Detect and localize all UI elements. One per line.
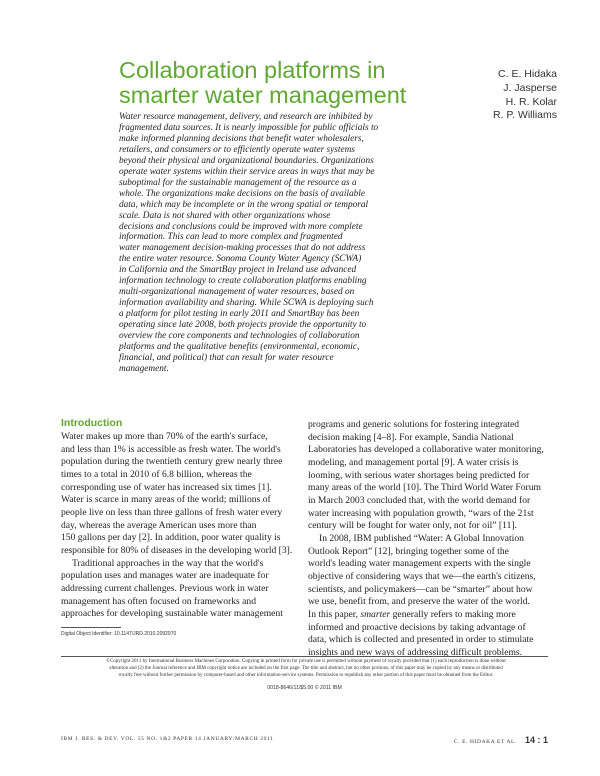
issn-line: 0018-8646/11/$5.00 © 2011 IBM [267,685,342,691]
text-line: insights and new ways of addressing difficult problems. [308,646,523,658]
text-line: platforms and the qualitative benefits (environmental, economic, [119,342,360,353]
text-line: Water resource management, delivery, and research are inhibited by [119,112,373,122]
copyright-line: ©Copyright 2011 by International Business Machines Corporation. Copying in printed form for private use is permitted without payment of royalty provided that (1) each reproduction is done without [106,659,506,664]
text-line: water increasing with population growth, “wars of the 21st [308,507,534,519]
text-line: Traditional approaches in the way that the world's [72,557,264,569]
author-name: C. E. Hidaka [498,68,557,80]
text-line: in California and the SmartBay project in Ireland use advanced [119,265,357,276]
text-line: information technology to create collaboration platforms enabling [119,276,367,287]
title-line: Collaboration platforms in [119,57,386,83]
footnote-divider [61,627,121,628]
copyright-divider [61,656,548,657]
text-line: informed and proactive decisions by taking advantage of [308,621,526,633]
page-footer [454,735,548,745]
section-heading: Introduction [61,417,123,429]
text-line: we use, benefit from, and preserve the water of the world. [308,596,530,608]
author-name: H. R. Kolar [505,95,557,108]
text-line: modeling, and management portal [9]. A water crisis is [308,456,519,468]
text-line: world's leading water management experts with the single [308,558,531,570]
doi-note: Digital Object Identifier: 10.1147/JRD.2010.2092970 [61,631,177,637]
text-line: data, which may be incomplete or in the wrong spatial or temporal [119,199,369,210]
page-number: 14 : 1 [524,735,548,745]
text-line: responsible for 80% of diseases in the developing world [3]. [61,544,293,556]
text-line: century will be fought for water only, not for oil” [11]. [308,520,517,532]
text-line: suboptimal for the sustainable management of the resource as a [119,177,357,188]
text-line: scientists, and policymakers—can be “smarter” about how [308,583,533,595]
text-line: retailers, and consumers or to efficiently operate water systems [119,144,355,155]
text-line: day, whereas the average American uses more than [61,519,257,531]
text-line: data, which is collected and presented in order to stimulate [308,634,534,646]
text-line: objective of considering ways that we—the earth's citizens, [308,570,536,582]
text-line: many areas of the world [10]. The Third World Water Forum [308,482,542,494]
text-line: overview the core components and technologies of collaboration [119,331,360,342]
text-line: financial, and political) that can result for water resource [119,352,334,363]
text-line: In this paper, smarter generally refers to making more [308,608,516,620]
author-name: J. Jasperse [503,81,557,94]
text-line: decision making [4–8]. For example, Sandia National [308,431,514,443]
text-line: addressing current challenges. Previous work in water [61,582,269,594]
text-line: beyond their physical and organizational boundaries. Organizations [119,155,374,166]
text-line: decisions and conclusions could be improved with more complete [119,221,363,232]
text-line: Water is scarce in many areas of the world; millions of [61,494,271,506]
text-line: management has often focused on frameworks and [61,595,257,607]
body-column-left [61,431,301,621]
text-line: the entire water resource. Sonoma County Water Agency (SCWA) [119,254,362,265]
text-line: scale. Data is not shared with other organizations whose [119,210,331,221]
text-line: looming, with serious water shortages being predicted for [308,469,530,481]
text-line: population uses and manages water are inadequate for [61,570,269,582]
text-line: a platform for pilot testing in early 2011 and SmartBay has been [119,309,360,320]
text-line: 150 gallons per day [2]. In addition, poor water quality is [61,532,281,544]
text-line: information availability and sharing. While SCWA is deploying such [119,298,374,309]
text-line: programs and generic solutions for fostering integrated [308,419,520,430]
text-line: In 2008, IBM published “Water: A Global Innovation [319,532,524,544]
author-list [493,68,557,123]
copyright-line: alteration and (2) the Journal reference and IBM copyright notice are included on the first page. The title and abstract, but no other portions, of this paper may be copied by any means or distributed [109,666,503,671]
text-line: whole. The organizations make decisions on the basis of available [119,188,366,199]
emphasis: smarter [360,608,391,620]
title-line: smarter water management [119,82,407,108]
text-line: Outlook Report” [12], bringing together some of the [308,545,509,557]
text-line: approaches for developing sustainable water management [61,608,283,620]
text-line: times to a total in 2010 of 6.8 billion, whereas the [61,468,252,480]
journal-footer: IBM J. RES. & DEV. VOL. 55 NO. 1&2 PAPER 14 JANUARY/MARCH 2011 [61,736,274,742]
text-line: Laboratories has developed a collaborative water monitoring, [308,444,544,456]
article-title [119,58,429,108]
author-name: R. P. Williams [493,109,557,122]
text-line: in March 2003 concluded that, with the world demand for [308,494,531,506]
text-line: population during the twentieth century grew nearly three [61,456,283,468]
text-line: multi-organizational management of water resources, based on [119,287,355,298]
text-line: management. [119,363,169,374]
text-line: operate water systems within their service areas in ways that may be [119,166,375,177]
footer-authors: C. E. HIDAKA ET AL. [453,739,517,745]
text-line: water management decision-making processes that do not address [119,243,366,254]
copyright-line: royalty free without further permission by computer-based and other information-service systems. Permission to republish any other portion of this paper must be obtained from the Editor. [118,673,494,678]
text-line: corresponding use of water has increased six times [1]. [61,481,272,493]
copyright-notice [61,658,551,679]
text-line: make informed planning decisions that benefit water wholesalers, [119,133,364,144]
text-line: fragmented data sources. It is nearly impossible for public officials to [119,122,379,133]
text-line: people live on less than three gallons of fresh water every [61,506,283,518]
body-column-right [308,419,548,659]
text-line: and less than 1% is accessible as fresh water. The world's [61,443,281,455]
text-line: Water makes up more than 70% of the earth's surface, [61,431,268,442]
text-line: operating since late 2008, both projects provide the opportunity to [119,320,367,331]
abstract [119,112,415,375]
text-line: information. This can lead to more complex and fragmented [119,232,343,243]
